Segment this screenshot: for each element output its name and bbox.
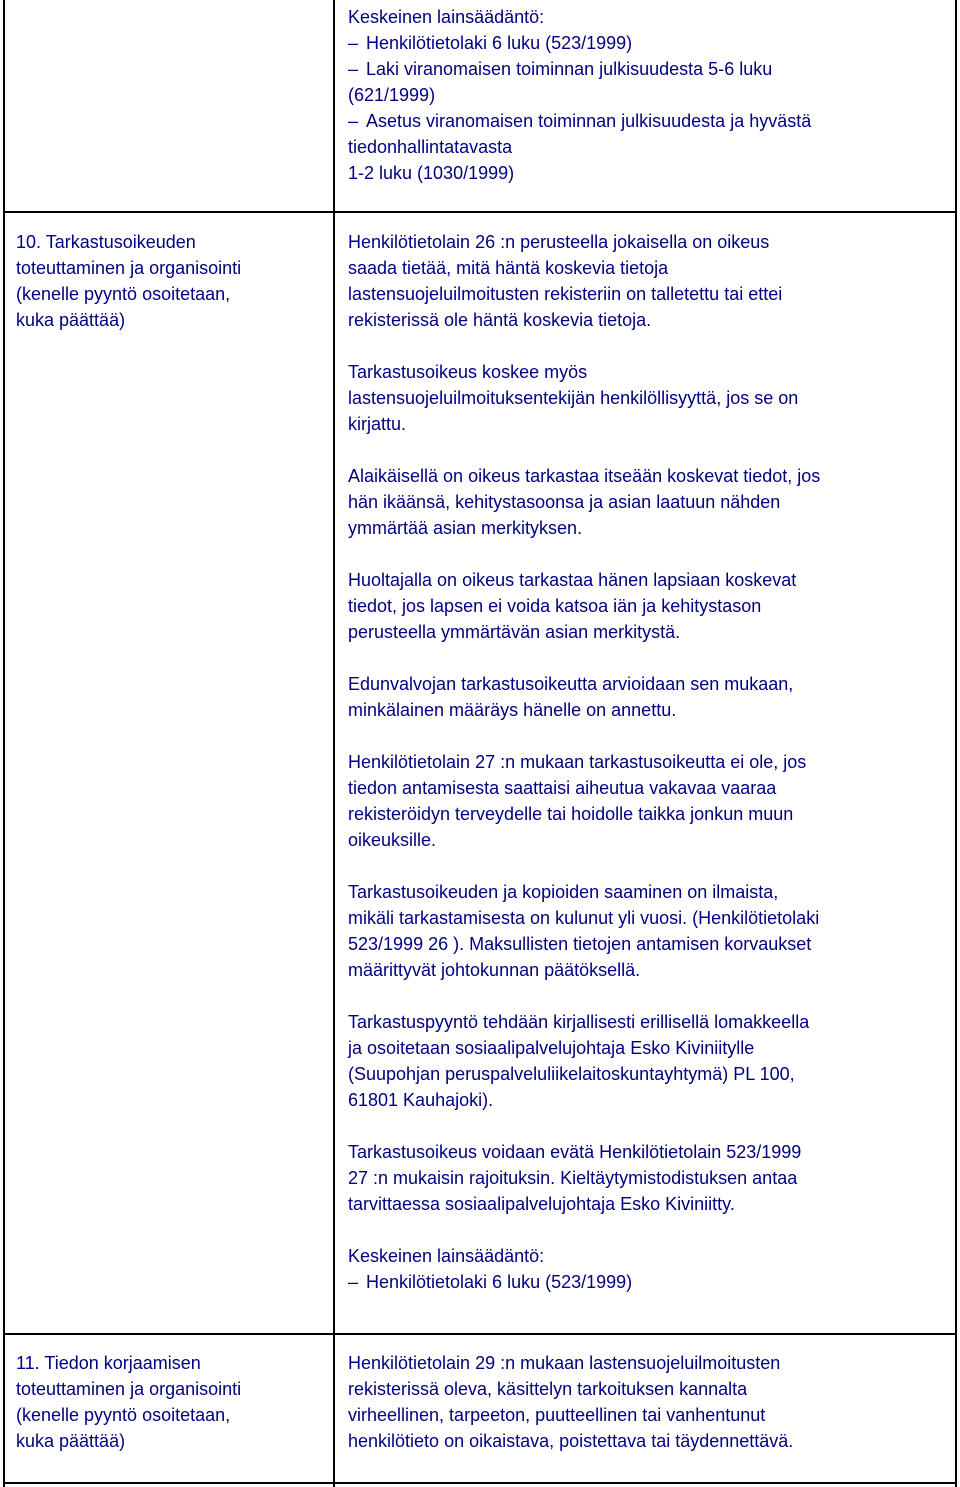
legislation-heading: Keskeinen lainsäädäntö:: [348, 7, 545, 27]
paragraph: Huoltajalla on oikeus tarkastaa hänen lapsiaan koskevat tiedot, jos lapsen ei voida katsoa iän ja kehitystason perusteella ymmärtävän asian merkitystä.: [348, 570, 797, 642]
table-border-left: [3, 0, 5, 1487]
paragraph: Edunvalvojan tarkastusoikeutta arvioidaan sen mukaan, minkälainen määräys hänelle on annettu.: [348, 674, 794, 720]
table-row-divider: [3, 211, 957, 213]
table-border-bottom: [3, 1482, 957, 1484]
paragraph: Henkilötietolain 29 :n mukaan lastensuojeluilmoitusten rekisterissä oleva, käsittelyn tarkoituksen kannalta virheellinen, tarpeeton, puutteellinen tai vanhentunut henkilötieto on oikaistava, poistettava tai täydennettävä.: [348, 1353, 794, 1451]
legislation-item: – Henkilötietolaki 6 luku (523/1999): [348, 1269, 948, 1295]
table-row-divider: [3, 1333, 957, 1335]
paragraph: Henkilötietolain 26 :n perusteella jokaisella on oikeus saada tietää, mitä häntä koskevia tietoja lastensuojeluilmoitusten rekisteriin on talletettu tai ettei rekisterissä ole häntä koskevia tietoja.: [348, 232, 783, 330]
dash-bullet: –: [348, 111, 359, 131]
legislation-heading: Keskeinen lainsäädäntö:: [348, 1246, 545, 1266]
row-10-label-cell: [16, 229, 328, 333]
paragraph: Henkilötietolain 27 :n mukaan tarkastusoikeutta ei ole, jos tiedon antamisesta saattaisi aiheutua vakavaa vaaraa rekisteröidyn terveydelle tai hoidolle taikka jonkun muun oikeuksille.: [348, 752, 807, 850]
dash-bullet: –: [348, 59, 359, 79]
legislation-item: – Laki viranomaisen toiminnan julkisuudesta 5-6 luku (621/1999): [348, 56, 948, 108]
row-11-content-cell: [348, 1350, 948, 1454]
legislation-item: – Henkilötietolaki 6 luku (523/1999): [348, 30, 948, 56]
row-11-label-cell: [16, 1350, 328, 1454]
paragraph: Alaikäisellä on oikeus tarkastaa itseään koskevat tiedot, jos hän ikäänsä, kehitystasoonsa ja asian laatuun nähden ymmärtää asian merkityksen.: [348, 466, 821, 538]
top-legislation-cell: [348, 4, 948, 186]
row-10-label: 10. Tarkastusoikeuden toteuttaminen ja organisointi (kenelle pyyntö osoitetaan, kuka päättää): [16, 232, 242, 330]
legislation-item: – Asetus viranomaisen toiminnan julkisuudesta ja hyvästä tiedonhallintatavasta 1-2 luku (1030/1999): [348, 108, 948, 186]
table-border-middle: [333, 0, 335, 1487]
paragraph: Tarkastusoikeus voidaan evätä Henkilötietolain 523/1999 27 :n mukaisin rajoituksin. Kieltäytymistodistuksen antaa tarvittaessa sosiaalipalvelujohtaja Esko Kiviniitty.: [348, 1142, 802, 1214]
dash-bullet: –: [348, 33, 359, 53]
table-border-right: [955, 0, 957, 1487]
paragraph: Tarkastusoikeuden ja kopioiden saaminen on ilmaista, mikäli tarkastamisesta on kulunut yli vuosi. (Henkilötietolaki 523/1999 26 ). Maksullisten tietojen antamisen korvaukset määrittyvät johtokunnan päätöksellä.: [348, 882, 820, 980]
paragraph: Tarkastusoikeus koskee myös lastensuojeluilmoituksentekijän henkilöllisyyttä, jos se on kirjattu.: [348, 362, 799, 434]
dash-bullet: –: [348, 1272, 359, 1292]
row-11-label: 11. Tiedon korjaamisen toteuttaminen ja organisointi (kenelle pyyntö osoitetaan, kuka päättää): [16, 1353, 242, 1451]
row-10-content-cell: [348, 229, 948, 1295]
paragraph: Tarkastuspyyntö tehdään kirjallisesti erillisellä lomakkeella ja osoitetaan sosiaalipalvelujohtaja Esko Kiviniitylle (Suupohjan peruspalveluliikelaitoskuntayhtymä) PL 100, 61801 Kauhajoki).: [348, 1012, 810, 1110]
